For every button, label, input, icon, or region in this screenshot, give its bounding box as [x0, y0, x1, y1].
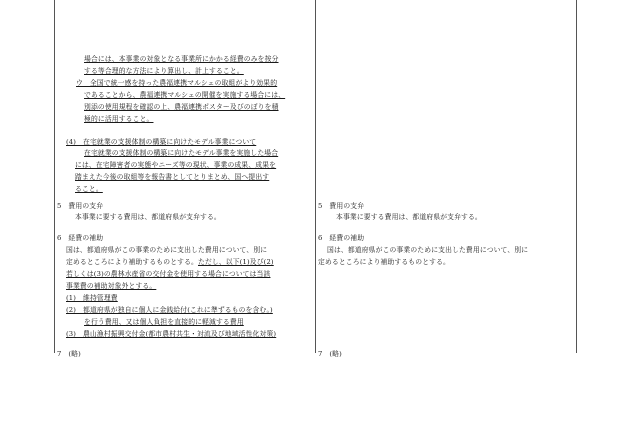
text-line: ること。 [75, 185, 103, 193]
text-line: 国は、都道府県がこの事業のために支出した費用について、別に [66, 246, 268, 254]
text-line: には、在宅障害者の実態やニーズ等の現状、事業の成果、成果を [75, 161, 277, 169]
text-line [66, 257, 274, 267]
text-line: 極的に活用すること。 [84, 115, 154, 123]
list-item: を行う費用、又は個人負担を直接的に軽減する費用 [84, 318, 244, 326]
text-line: 本事業に要する費用は、都道府県が支弁する。 [336, 213, 482, 221]
text-line: 本事業に要する費用は、都道府県が支弁する。 [75, 213, 221, 221]
section-heading: 6 経費の補助 [318, 234, 365, 242]
section-heading: (4) 在宅就業の支援体制の構築に向けたモデル事業について [66, 138, 257, 146]
text-line: 国は、都道府県がこの事業のために支出した費用について、別に [327, 246, 529, 254]
section-heading: 5 費用の支弁 [57, 202, 104, 210]
list-item: (1) 維持管理費 [66, 294, 118, 302]
column-divider [315, 0, 316, 353]
text-line: 踏まえた今後の取組等を報告書としてとりまとめ、国へ提出す [75, 173, 270, 181]
text-span: ただし、以下(1)及び(2) [198, 258, 274, 266]
text-line: であることから、農福連携マルシェの開催を実施する場合には、 [84, 91, 286, 99]
text-span: 定めるところにより補助するものとする。 [66, 258, 198, 266]
section-heading: 7 (略) [318, 350, 342, 358]
section-heading: 5 費用の支弁 [318, 202, 365, 210]
list-item: (2) 都道府県が独自に個人に金銭給付(これに準ずるものを含む。) [66, 306, 273, 314]
section-heading: 6 経費の補助 [57, 234, 104, 242]
text-line: 若しくは(3)の農林水産省の交付金を使用する場合については当該 [66, 270, 271, 278]
text-line: 定めるところにより補助するものとする。 [318, 258, 450, 266]
text-line: ウ 全国で統一感を持った農福連携マルシェの取組がより効果的 [76, 79, 278, 87]
section-heading: 7 (略) [57, 350, 81, 358]
text-line: 場合には、本事業の対象となる事業所にかかる経費のみを按分 [84, 55, 279, 63]
text-line: 事業費の補助対象外とする。 [66, 282, 157, 290]
text-line: 別添の使用規程を確認の上、農福連携ポスター及びのぼりを積 [84, 103, 279, 111]
list-item: (3) 農山漁村振興交付金(都市農村共生・対流及び地域活性化対策) [66, 330, 277, 338]
text-line: 在宅就業の支援体制の構築に向けたモデル事業を実施した場合 [84, 149, 279, 157]
text-line: する等合理的な方法により算出し、計上すること。 [84, 67, 244, 75]
